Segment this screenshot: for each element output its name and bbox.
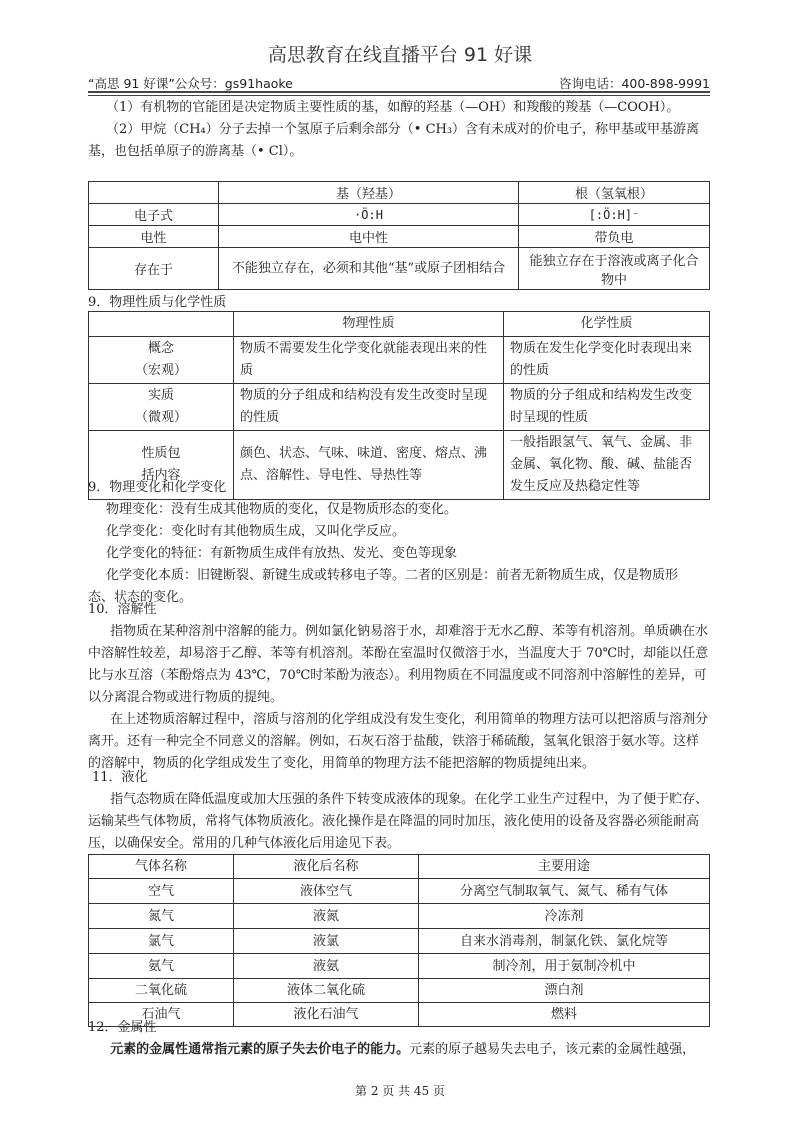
page-footer: 第 2 页 共 45 页: [355, 1084, 445, 1098]
section-9b: [88, 477, 710, 609]
table-cell: 颜色、状态、气味、味道、密度、熔点、沸点、溶解性、导电性、导热性等: [234, 431, 504, 500]
section-11-title: 11．液化: [92, 770, 148, 785]
intro-block: [88, 97, 710, 163]
table-header-cell: 液化后名称: [234, 855, 419, 879]
electron-formula-hydroxyl: ·Ö:H: [219, 204, 519, 226]
table-cell: 物质不需要发生化学变化就能表现出来的性质: [234, 337, 504, 384]
table-cell: 漂白剂: [419, 979, 710, 1003]
row-label: 电子式: [89, 204, 219, 226]
table-cell: 物质的分子组成和结构发生改变时呈现的性质: [504, 384, 710, 431]
header-bar: [88, 74, 710, 91]
table-cell: 空气: [89, 879, 234, 904]
table-cell: 冷冻剂: [419, 904, 710, 929]
table-cell: 氮气: [89, 904, 234, 929]
intro-paragraph-2b: 基，也包括单原子的游离基（• Cl）。: [88, 144, 303, 159]
row-label: 存在于: [89, 248, 219, 290]
table-cell: 物质在发生化学变化时表现出来的性质: [504, 337, 710, 384]
header-wechat: “高思 91 好课”公众号：gs91haoke: [88, 76, 293, 91]
table-cell: 分离空气制取氧气、氮气、稀有气体: [419, 879, 710, 904]
electron-formula-hydroxide: [:Ö:H]⁻: [519, 204, 710, 226]
table-row: [89, 979, 710, 1003]
section-12-paragraph: [88, 1039, 710, 1061]
section-9b-line: 化学变化的特征：有新物质生成伴有放热、发光、变色等现象: [106, 546, 458, 561]
table-row: [89, 954, 710, 979]
table-cell: 电中性: [219, 226, 519, 248]
table-header-cell: [89, 182, 219, 204]
section-10-paragraph-2: 在上述物质溶解过程中，溶质与溶剂的化学组成没有发生变化，利用简单的物理方法可以把溶质与溶剂分离开。还有一种完全不同意义的溶解。例如，石灰石溶于盐酸，铁溶于稀硫酸，氢氧化银溶于氨水等。这样的溶解中，物质的化学组成发生了变化，用简单的物理方法不能把溶解的物质提纯出来。: [88, 712, 709, 771]
header-title: 高思教育在线直播平台 91 好课: [267, 44, 533, 66]
section-9b-line: 化学变化：变化时有其他物质生成，又叫化学反应。: [106, 524, 406, 539]
table-row: [89, 226, 710, 248]
section-10-title: 10．溶解性: [88, 602, 157, 617]
table-header-cell: 气体名称: [89, 855, 234, 879]
header-rule-thick: [88, 91, 710, 93]
section-9b-title: 9．物理变化和化学变化: [88, 480, 227, 495]
table-cell: 不能独立存在，必须和其他“基”或原子团相结合: [219, 248, 519, 290]
table-cell: 能独立存在于溶液或离子化合物中: [519, 248, 710, 290]
table-row: [89, 337, 710, 384]
table-header-cell: [89, 312, 234, 337]
table-header-cell: 化学性质: [504, 312, 710, 337]
table-header-cell: 根（氢氧根）: [519, 182, 710, 204]
row-label: 实质 （微观）: [89, 384, 234, 431]
table-cell: 自来水消毒剂，制氯化铁、氯化烷等: [419, 929, 710, 954]
table-cell: 液体二氧化硫: [234, 979, 419, 1003]
intro-paragraph-1: （1）有机物的官能团是决定物质主要性质的基，如醇的羟基（—OH）和羧酸的羧基（—COOH）。: [106, 100, 680, 115]
table-row: [89, 248, 710, 290]
table-row: [89, 904, 710, 929]
table-cell: 燃料: [419, 1003, 710, 1027]
section-10: [88, 599, 710, 775]
table-cell: 二氧化硫: [89, 979, 234, 1003]
intro-paragraph-2a: （2）甲烷（CH₄）分子去掉一个氢原子后剩余部分（• CH₃）含有未成对的价电子，称甲基或甲基游离: [106, 122, 700, 137]
table-header-cell: 主要用途: [419, 855, 710, 879]
table-cell: 液氨: [234, 954, 419, 979]
header-phone: 咨询电话：400-898-9991: [558, 76, 710, 91]
table-cell: 制冷剂，用于氨制冷机中: [419, 954, 710, 979]
table-row: [89, 879, 710, 904]
section-9b-line: 物理变化：没有生成其他物质的变化，仅是物质形态的变化。: [106, 502, 458, 517]
table-cell: 液体空气: [234, 879, 419, 904]
table-cell: 石油气: [89, 1003, 234, 1027]
section-12-bold-text: 元素的金属性通常指元素的原子失去价电子的能力。: [110, 1042, 410, 1057]
table-header-row: [89, 312, 710, 337]
table-row: [89, 384, 710, 431]
table-header-row: [89, 855, 710, 879]
section-10-paragraph-1: 指物质在某种溶剂中溶解的能力。例如氯化钠易溶于水，却难溶于无水乙醇、苯等有机溶剂。单质碘在水中溶解性较差，却易溶于乙醇、苯等有机溶剂。苯酚在室温时仅微溶于水，当温度大于 70℃时，却能以任意比与水互溶（苯酚熔点为 43℃，70℃时苯酚为液态）。利用物质在不同温度或不同溶剂中溶解性的差异，可以分离混合物或进行物质的提纯。: [88, 624, 709, 705]
table-cell: 带负电: [519, 226, 710, 248]
row-label: 电性: [89, 226, 219, 248]
table-cell: 氨气: [89, 954, 234, 979]
section-11-paragraph: 指气态物质在降低温度或加大压强的条件下转变成液体的现象。在化学工业生产过程中，为了便于贮存、运输某些气体物质，常将气体物质液化。液化操作是在降温的同时加压，液化使用的设备及容器必须能耐高压，以确保安全。常用的几种气体液化后用途见下表。: [88, 792, 709, 851]
section-12: [88, 1017, 710, 1061]
radical-vs-ion-table: [88, 181, 710, 290]
table-row: [89, 204, 710, 226]
table-cell: 氯气: [89, 929, 234, 954]
section-12-title: 12．金属性: [88, 1020, 157, 1035]
section-9b-line: 化学变化本质：旧键断裂、新键生成或转移电子等。二者的区别是：前者无新物质生成，仅是物质形: [106, 568, 679, 583]
row-label: 概念 （宏观）: [89, 337, 234, 384]
property-table: [88, 311, 710, 500]
table-header-row: [89, 182, 710, 204]
header-rule-thin: [88, 95, 710, 96]
section-12-text: 元素的原子越易失去电子，该元素的金属性越强，: [409, 1042, 696, 1057]
table-row: [89, 929, 710, 954]
table-cell: 一般指跟氢气、氧气、金属、非金属、氧化物、酸、碱、盐能否发生反应及热稳定性等: [504, 431, 710, 500]
section-9b-line: 态、状态的变化。: [88, 590, 193, 605]
table-header-cell: 物理性质: [234, 312, 504, 337]
table-cell: 液氯: [234, 929, 419, 954]
section-11: [88, 767, 710, 855]
section-9a-title: 9．物理性质与化学性质: [88, 295, 227, 310]
table-header-cell: 基（羟基）: [219, 182, 519, 204]
table-cell: 物质的分子组成和结构没有发生改变时呈现的性质: [234, 384, 504, 431]
table-cell: 液氮: [234, 904, 419, 929]
table-cell: 液化石油气: [234, 1003, 419, 1027]
gas-liquefaction-table: [88, 854, 710, 1027]
row-label: 性质包 括内容: [89, 431, 234, 500]
